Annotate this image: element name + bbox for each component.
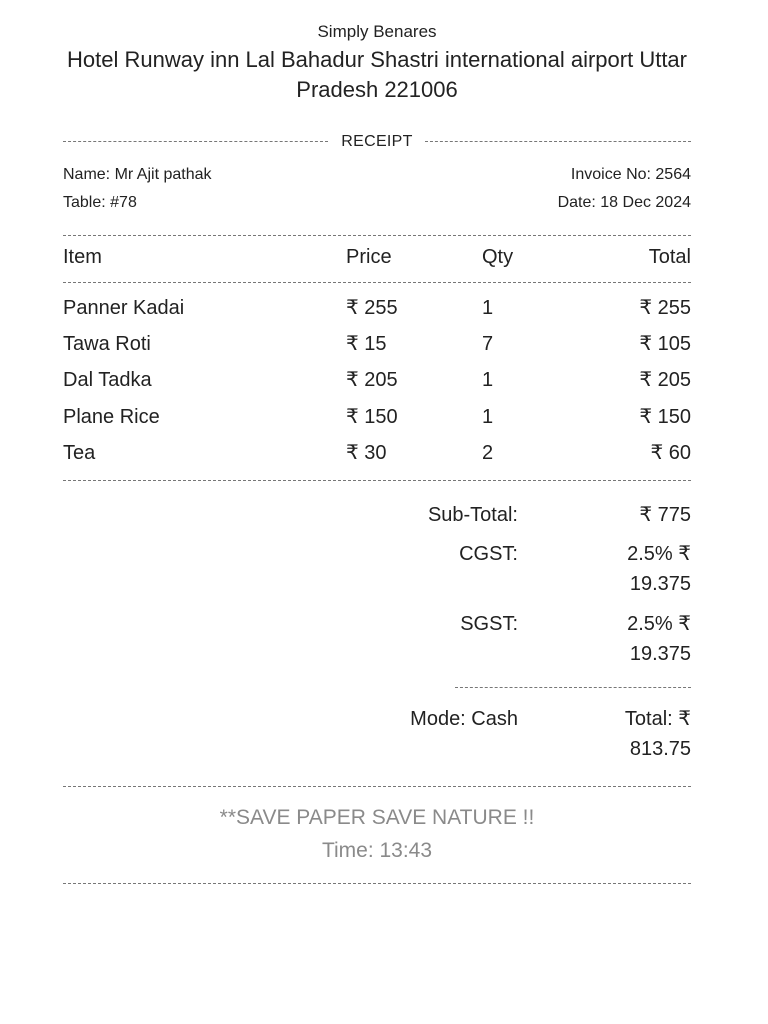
receipt-label: RECEIPT <box>341 133 413 150</box>
receipt-heading <box>63 131 691 153</box>
column-header-qty: Qty <box>482 246 514 268</box>
divider <box>455 687 691 688</box>
item-name: Tawa Roti <box>63 333 151 355</box>
item-total: ₹ 60 <box>650 442 691 464</box>
column-header-total: Total <box>648 246 691 268</box>
footer-note: **SAVE PAPER SAVE NATURE !! <box>219 806 535 829</box>
item-total: ₹ 255 <box>639 297 691 319</box>
payment-mode: Mode: Cash <box>410 708 518 730</box>
divider <box>63 786 691 787</box>
invoice-date: Date: 18 Dec 2024 <box>557 194 691 211</box>
shop-name: Simply Benares <box>317 22 437 41</box>
item-name: Tea <box>63 442 96 464</box>
grand-total: Total: ₹ 813.75 <box>624 708 691 760</box>
item-qty: 1 <box>482 297 494 319</box>
item-name: Panner Kadai <box>63 297 185 319</box>
item-name: Plane Rice <box>63 406 160 428</box>
subtotal-value: ₹ 775 <box>639 504 691 526</box>
table-number: Table: #78 <box>63 194 137 211</box>
item-price: ₹ 255 <box>346 297 398 319</box>
sgst-label: SGST: <box>460 613 518 635</box>
cgst-value: 2.5% ₹ 19.375 <box>627 543 691 595</box>
divider <box>63 883 691 884</box>
sgst-value: 2.5% ₹ 19.375 <box>627 613 691 665</box>
item-price: ₹ 205 <box>346 369 398 391</box>
item-price: ₹ 150 <box>346 406 398 428</box>
item-total: ₹ 105 <box>639 333 691 355</box>
subtotal-label: Sub-Total: <box>427 504 518 526</box>
footer-time: Time: 13:43 <box>321 839 433 862</box>
item-name: Dal Tadka <box>63 369 152 391</box>
shop-address: Hotel Runway inn Lal Bahadur Shastri international airport Uttar Pradesh 221006 <box>67 47 687 102</box>
item-total: ₹ 150 <box>639 406 691 428</box>
item-qty: 1 <box>482 406 494 428</box>
divider <box>63 480 691 481</box>
item-total: ₹ 205 <box>639 369 691 391</box>
item-qty: 7 <box>482 333 494 355</box>
item-price: ₹ 15 <box>346 333 387 355</box>
divider <box>63 235 691 236</box>
item-qty: 2 <box>482 442 494 464</box>
customer-name: Name: Mr Ajit pathak <box>63 166 212 183</box>
item-qty: 1 <box>482 369 494 391</box>
column-header-price: Price <box>346 246 392 268</box>
divider <box>63 282 691 283</box>
column-header-item: Item <box>63 246 102 268</box>
cgst-label: CGST: <box>459 543 518 565</box>
invoice-number: Invoice No: 2564 <box>570 166 691 183</box>
item-price: ₹ 30 <box>346 442 387 464</box>
divider <box>425 141 691 142</box>
